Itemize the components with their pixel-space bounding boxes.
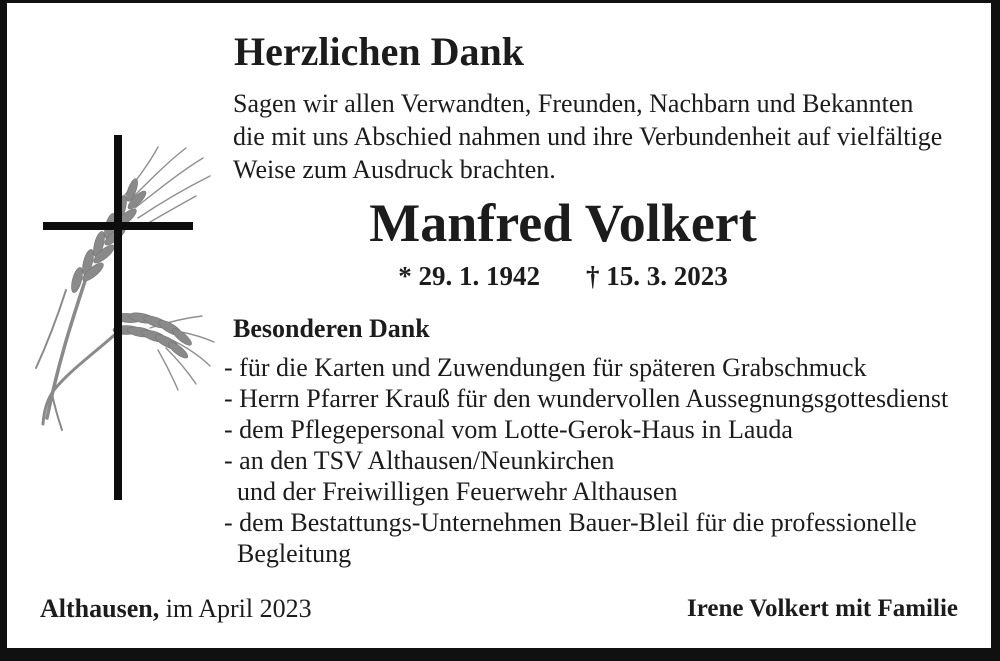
thanks-item: und der Freiwilligen Feuerwehr Althausen xyxy=(224,477,678,506)
thanks-item: - Herrn Pfarrer Krauß für den wundervollen Aussegnungsgottesdienst xyxy=(224,384,949,413)
place-name: Althausen, xyxy=(40,594,160,623)
life-dates xyxy=(233,261,893,292)
cross-wheat-illustration xyxy=(0,0,250,520)
deceased-name: Manfred Volkert xyxy=(369,193,757,253)
birth-date: * 29. 1. 1942 xyxy=(398,261,540,292)
thanks-item: - dem Bestattungs-Unternehmen Bauer-Bleil für die professionelle xyxy=(224,508,917,537)
thanks-item: - dem Pflegepersonal vom Lotte-Gerok-Haus in Lauda xyxy=(224,415,793,444)
thanks-item: - an den TSV Althausen/Neunkirchen xyxy=(224,446,615,475)
date-text: im April 2023 xyxy=(159,594,312,623)
intro-paragraph xyxy=(233,87,942,186)
intro-line: Weise zum Ausdruck brachten. xyxy=(233,155,556,184)
place-date xyxy=(40,594,312,624)
signature: Irene Volkert mit Familie xyxy=(686,595,958,622)
special-thanks-heading: Besonderen Dank xyxy=(233,314,430,343)
deceased-block xyxy=(233,194,893,292)
thanks-item: Begleitung xyxy=(224,539,352,568)
intro-line: Sagen wir allen Verwandten, Freunden, Nachbarn und Bekannten xyxy=(233,89,914,118)
thanks-list xyxy=(224,352,948,569)
death-date: † 15. 3. 2023 xyxy=(586,261,728,292)
notice-title: Herzlichen Dank xyxy=(234,29,524,74)
cross-icon xyxy=(43,135,193,500)
thanks-item: - für die Karten und Zuwendungen für späteren Grabschmuck xyxy=(224,353,867,382)
intro-line: die mit uns Abschied nahmen und ihre Verbundenheit auf vielfältige xyxy=(233,122,943,151)
